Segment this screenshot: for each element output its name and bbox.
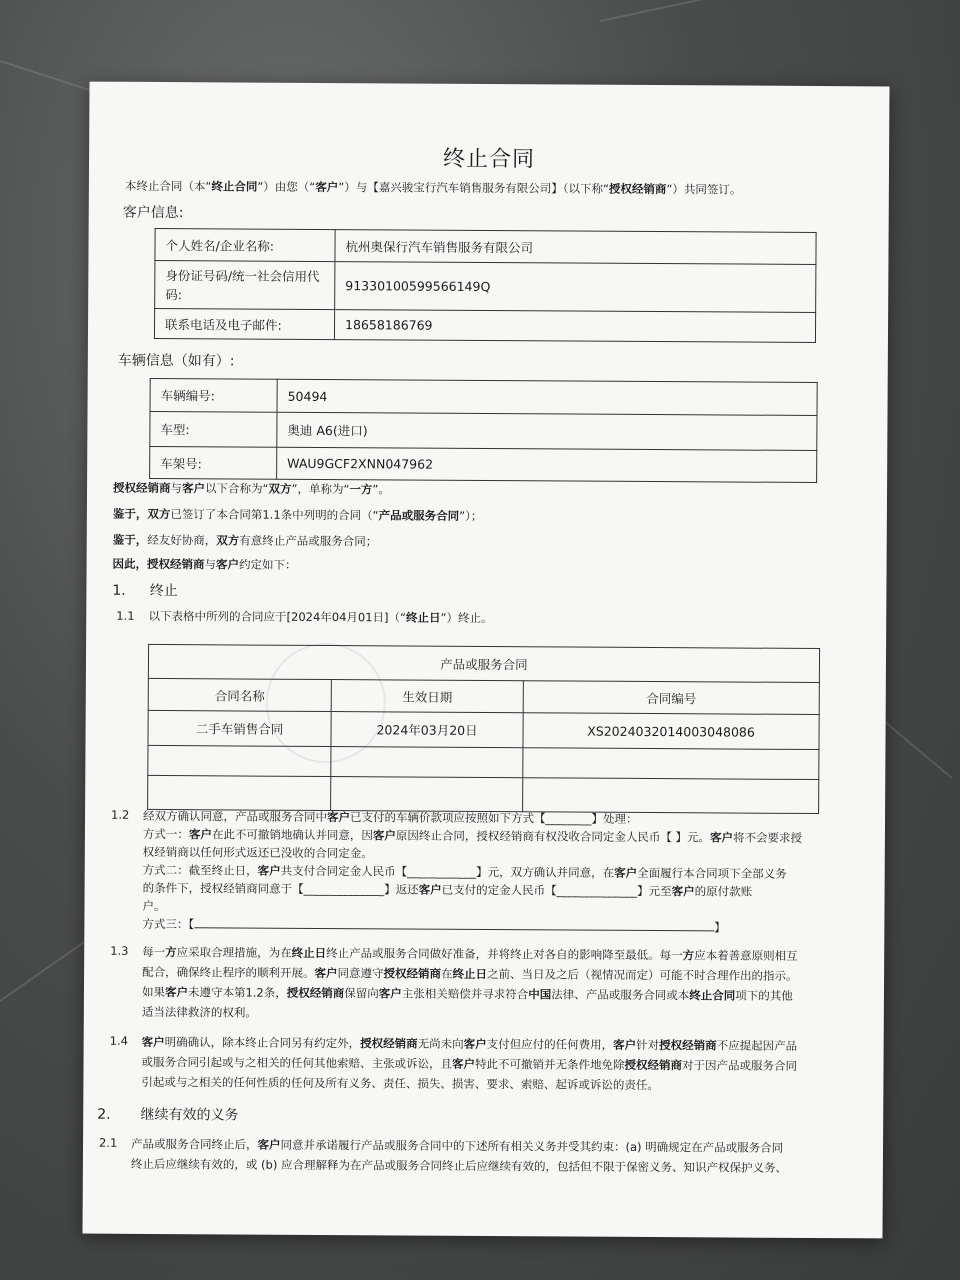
contract-number-cell: XS2024032014003048086 bbox=[523, 713, 819, 750]
clause-1-2-option-2-end: 户。 bbox=[142, 898, 166, 914]
intro-paragraph: 本终止合同（本“终止合同”）由您（“客户”）与【嘉兴骏宝行汽车销售服务有限公司】（以下称“授权经销商”）共同签订。 bbox=[124, 178, 742, 197]
table-row bbox=[150, 411, 817, 450]
clause-1-4-number: 1.4 bbox=[109, 1033, 129, 1048]
clause-1-2-option-2-cont: 的条件下，授权经销商同意于【______________】返还客户已支付的定金人民币【______________】元至客户的原付款账 bbox=[142, 880, 753, 899]
contracts-header-number: 合同编号 bbox=[523, 681, 819, 715]
whereas-clause-2: 鉴于，经友好协商，双方有意终止产品或服务合同； bbox=[112, 532, 378, 549]
clause-1-1: 1.1 以下表格中所列的合同应于[2024年04月01日]（“终止日”）终止。 bbox=[116, 608, 493, 626]
clause-1-2-line-1: 经双方确认同意，产品或服务合同中客户已支付的车辆价款项应按照如下方式【________】处理： bbox=[142, 808, 638, 826]
contract-date-cell: 2024年03月20日 bbox=[331, 712, 523, 748]
table-row bbox=[150, 446, 817, 482]
table-row bbox=[155, 228, 816, 264]
parties-definition: 授权经销商与客户以下合称为“双方”，单称为“一方”。 bbox=[113, 480, 390, 497]
clause-2-1-number: 2.1 bbox=[99, 1135, 118, 1150]
customer-contact-value: 18658186769 bbox=[334, 310, 815, 343]
marble-vein bbox=[600, 0, 960, 22]
document-title: 终止合同 bbox=[442, 146, 536, 173]
clause-1-3-number: 1.3 bbox=[110, 943, 129, 958]
customer-name-value: 杭州奥保行汽车销售服务有限公司 bbox=[335, 230, 816, 265]
contract-name-cell: 二手车销售合同 bbox=[148, 710, 331, 746]
customer-info-heading: 客户信息: bbox=[122, 204, 184, 222]
vehicle-vin-label: 车架号: bbox=[150, 446, 277, 479]
contracts-table bbox=[147, 644, 820, 814]
table-row bbox=[148, 678, 819, 714]
contract-page bbox=[82, 82, 889, 1239]
customer-info-table bbox=[154, 228, 817, 343]
therefore-clause: 因此，授权经销商与客户约定如下： bbox=[112, 556, 297, 572]
contracts-header-date: 生效日期 bbox=[331, 680, 523, 713]
customer-name-label: 个人姓名/企业名称: bbox=[155, 228, 335, 261]
contracts-header-name: 合同名称 bbox=[148, 678, 331, 711]
table-row bbox=[154, 308, 815, 342]
table-row bbox=[148, 644, 819, 682]
customer-id-label: 身份证号码/统一社会信用代码: bbox=[155, 260, 335, 309]
clause-1-2-number: 1.2 bbox=[111, 807, 130, 822]
clause-1-4-line-2: 或服务合同引起或与之相关的任何其他索赔、主张或诉讼，且客户特此不可撤销并无条件地免除授权经销商对于因产品或服务合同 bbox=[141, 1054, 798, 1073]
vehicle-id-value: 50494 bbox=[277, 379, 817, 415]
clause-1-3-line-3: 如果客户未遵守本第1.2条，授权经销商保留向客户主张相关赔偿并寻求符合中国法律、产品或服务合同或本终止合同项下的其他 bbox=[141, 984, 793, 1003]
vehicle-model-value: 奥迪 A6(进口) bbox=[277, 412, 817, 450]
clause-1-3-line-1: 每一方应采取合理措施，为在终止日终止产品或服务合同做好准备，并将终止对各自的影响降至最低。每一方应本着善意原则相互 bbox=[142, 944, 798, 963]
customer-contact-label: 联系电话及电子邮件: bbox=[154, 308, 334, 339]
clause-1-2-option-3: 方式三：【 】 bbox=[142, 916, 726, 935]
vehicle-info-table bbox=[149, 378, 818, 483]
table-row bbox=[148, 710, 819, 749]
vehicle-info-heading: 车辆信息（如有）: bbox=[117, 352, 235, 370]
clause-2-1-line-2: 终止后应继续有效的，或 (b) 应合理解释为在产品或服务合同终止后应继续有效的，包括但不限于保密义务、知识产权保护义务、 bbox=[130, 1156, 788, 1175]
clause-1-2-option-1-cont: 权经销商以任何形式返还已没收的合同定金。 bbox=[142, 844, 373, 861]
whereas-clause-1: 鉴于，双方已签订了本合同第1.1条中列明的合同（“产品或服务合同”）； bbox=[112, 506, 483, 523]
clause-1-4-line-1: 客户明确确认，除本终止合同另有约定外，授权经销商无尚未向客户支付但应付的任何费用，客户针对授权经销商不应提起因产品 bbox=[141, 1034, 798, 1053]
clause-1-2-option-2: 方式二：截至终止日，客户共支付合同定金人民币【____________】元，双方确认并同意，在客户全面履行本合同项下全部义务 bbox=[142, 862, 787, 881]
vehicle-id-label: 车辆编号: bbox=[150, 378, 277, 412]
vehicle-vin-value: WAU9GCF2XNN047962 bbox=[277, 447, 817, 482]
table-row bbox=[155, 260, 816, 312]
clause-1-3-line-4: 适当法律救济的权利。 bbox=[141, 1004, 257, 1020]
vehicle-model-label: 车型: bbox=[150, 411, 277, 447]
customer-id-value: 91330100599566149Q bbox=[335, 262, 816, 313]
clause-1-2-option-1: 方式一：客户在此不可撤销地确认并同意，因客户原因终止合同，授权经销商有权没收合同定金人民币【 】元。客户将不会要求授 bbox=[142, 826, 803, 845]
contracts-table-caption: 产品或服务合同 bbox=[148, 644, 819, 682]
clause-1-3-line-2: 配合，确保终止程序的顺利开展。客户同意遵守授权经销商在终止日之前、当日及之后（视情况而定）可能不时合理作出的指示。 bbox=[142, 964, 798, 983]
section-2-heading: 2. 继续有效的义务 bbox=[97, 1106, 239, 1124]
section-1-heading: 1. 终止 bbox=[112, 582, 178, 600]
table-row bbox=[148, 745, 819, 779]
clause-1-4-line-3: 引起或与之相关的任何性质的任何及所有义务、责任、损失、损害、要求、索赔、起诉或诉讼的责任。 bbox=[141, 1074, 659, 1093]
table-row bbox=[150, 378, 817, 415]
clause-2-1-line-1: 产品或服务合同终止后，客户同意并承诺履行产品或服务合同中的下述所有相关义务并受其约束：(a) 明确规定在产品或服务合同 bbox=[130, 1136, 784, 1155]
